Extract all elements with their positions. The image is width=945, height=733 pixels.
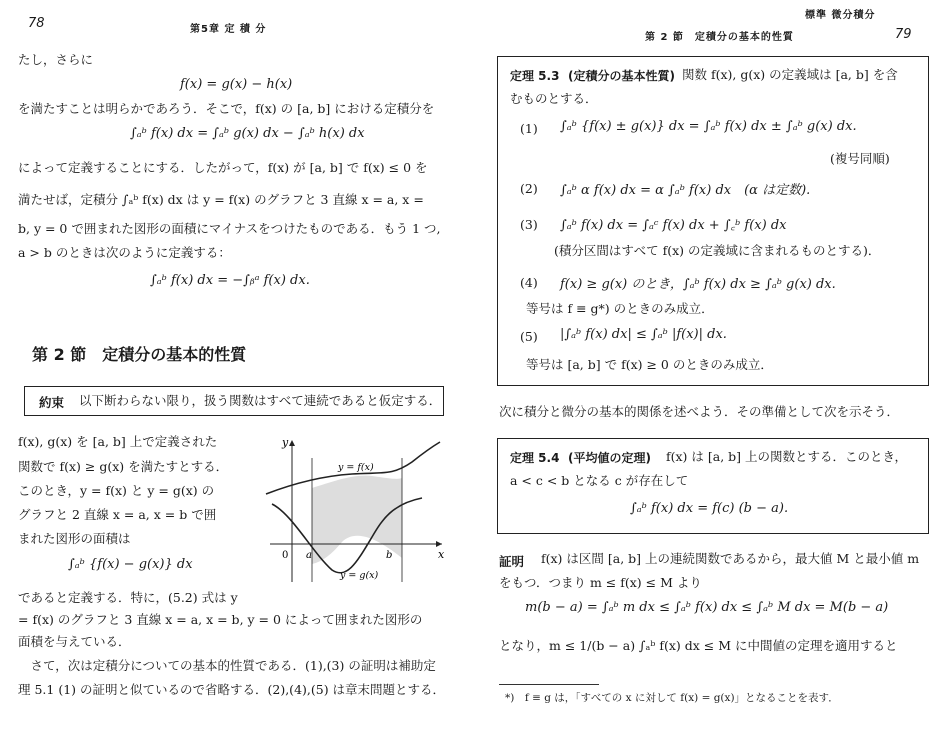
promise-label: 約束: [39, 395, 65, 410]
b-label: b: [386, 550, 393, 561]
text-line: 次に積分と微分の基本的関係を述べよう．その準備として次を示そう．: [499, 404, 900, 419]
proof-text: となり，m ≤ 1/(b − a) ∫ₐᵇ f(x) dx ≤ M に中間値の定理を適用すると: [499, 638, 898, 653]
text-line: を満たすことは明らかであろう．そこで，f(x) の [a, b] における定積分を: [18, 101, 435, 116]
text-line: たし，さらに: [18, 52, 94, 67]
item-number: (3): [520, 217, 538, 232]
text-line: さて，次は定積分についての基本的性質である．(1),(3) の証明は補助定: [18, 658, 436, 673]
item-number: (1): [520, 121, 538, 136]
text-line: このとき，y = f(x) と y = g(x) の: [18, 483, 215, 498]
item-equation: |∫ₐᵇ f(x) dx| ≤ ∫ₐᵇ |f(x)| dx.: [560, 327, 727, 342]
item-number: (2): [520, 181, 538, 196]
f-curve-label: y = f(x): [338, 462, 374, 473]
promise-text: 以下断わらない限り，扱う関数はすべて連続であると仮定する．: [79, 393, 442, 408]
theorem-text: a < c < b となる c が存在して: [510, 473, 689, 488]
item-note: (積分区間はすべて f(x) の定義域に含まれるものとする)．: [554, 243, 881, 258]
area-figure: [262, 432, 452, 587]
proof-text: f(x) は区間 [a, b] 上の連続関数であるから，最大値 M と最小値 m: [541, 551, 920, 566]
proof-label: 証明: [499, 554, 525, 569]
text-line: によって定義することにする．したがって，f(x) が [a, b] で f(x) ≤ 0 を: [18, 160, 428, 175]
text-line: 満たせば，定積分 ∫ₐᵇ f(x) dx は y = f(x) のグラフと 3 直線 x = a, x =: [18, 192, 424, 207]
text-line: グラフと 2 直線 x = a, x = b で囲: [18, 507, 217, 522]
item-number: (4): [520, 275, 538, 290]
section-header: 第 2 節 定積分の基本的性質: [645, 32, 794, 43]
x-arrow: [436, 541, 442, 547]
section-title: 第 2 節 定積分の基本的性質: [32, 345, 247, 364]
theorem-5-3-box: [497, 56, 929, 386]
text-line: b, y = 0 で囲まれた図形の面積にマイナスをつけたものである．もう 1 つ,: [18, 221, 441, 236]
item-note: (複号同順): [830, 151, 890, 166]
item-equation: f(x) ≥ g(x) のとき，∫ₐᵇ f(x) dx ≥ ∫ₐᵇ g(x) dx.: [560, 277, 836, 292]
theorem-name: (定積分の基本性質): [568, 69, 675, 83]
text-line: 面積を与えている．: [18, 634, 131, 649]
equation: f(x) = g(x) − h(x): [180, 77, 293, 92]
item-equation: ∫ₐᵇ α f(x) dx = α ∫ₐᵇ f(x) dx (α は定数).: [560, 183, 811, 198]
item-note: 等号は f ≡ g*) のときのみ成立．: [526, 301, 714, 316]
text-line: a > b のときは次のように定義する：: [18, 245, 231, 260]
footnote: *) f ≡ g は，「すべての x に対して f(x) = g(x)」となることを表す．: [505, 692, 839, 704]
theorem-equation: ∫ₐᵇ f(x) dx = f(c) (b − a).: [630, 501, 789, 516]
text-line: f(x), g(x) を [a, b] 上で定義された: [18, 434, 218, 449]
equation: ∫ₐᵇ {f(x) − g(x)} dx: [68, 557, 193, 572]
y-arrow: [289, 440, 295, 446]
footnote-rule: [499, 684, 599, 685]
item-equation: ∫ₐᵇ f(x) dx = ∫ₐᶜ f(x) dx + ∫꜀ᵇ f(x) dx: [560, 218, 787, 233]
promise-box: [24, 386, 444, 416]
text-line: であると定義する．特に，(5.2) 式は y: [18, 590, 238, 605]
item-number: (5): [520, 329, 538, 344]
book-title-corner: 標準 微分積分: [805, 10, 876, 21]
x-axis-label: x: [438, 548, 445, 561]
text-line: 理 5.1 (1) の証明と似ているので省略する．(2),(4),(5) は章末問題とする．: [18, 682, 446, 697]
page-number: 78: [28, 16, 45, 31]
theorem-title: 定理 5.4: [510, 451, 560, 465]
chapter-header: 第5章 定 積 分: [190, 24, 267, 35]
page-number: 79: [895, 27, 912, 42]
equation: ∫ₐᵇ f(x) dx = −∫ᵦᵃ f(x) dx.: [150, 273, 310, 288]
theorem-intro: 関数 f(x), g(x) の定義域は [a, b] を含: [682, 67, 898, 82]
right-page: [475, 0, 945, 733]
item-note: 等号は [a, b] で f(x) ≥ 0 のときのみ成立．: [526, 357, 773, 372]
theorem-5-4-box: [497, 438, 929, 534]
item-equation: ∫ₐᵇ {f(x) ± g(x)} dx = ∫ₐᵇ f(x) dx ± ∫ₐᵇ g(x) dx.: [560, 119, 857, 134]
text-line: = f(x) のグラフと 3 直線 x = a, x = b, y = 0 によって囲まれた図形の: [18, 612, 423, 627]
theorem-intro: むものとする．: [510, 91, 598, 106]
left-page: [0, 0, 470, 733]
theorem-name: (平均値の定理): [568, 451, 651, 465]
proof-equation: m(b − a) = ∫ₐᵇ m dx ≤ ∫ₐᵇ f(x) dx ≤ ∫ₐᵇ M dx = M(b − a): [525, 600, 889, 615]
origin-label: 0: [282, 550, 289, 561]
y-axis-label: y: [282, 436, 289, 449]
theorem-text: f(x) は [a, b] 上の関数とする．このとき，: [666, 449, 908, 464]
proof-text: をもつ．つまり m ≤ f(x) ≤ M より: [499, 575, 702, 590]
text-line: まれた図形の面積は: [18, 531, 131, 546]
g-curve-label: y = g(x): [340, 570, 379, 581]
text-line: 関数で f(x) ≥ g(x) を満たすとする．: [18, 459, 229, 474]
a-label: a: [306, 550, 312, 561]
theorem-title: 定理 5.3: [510, 69, 560, 83]
equation: ∫ₐᵇ f(x) dx = ∫ₐᵇ g(x) dx − ∫ₐᵇ h(x) dx: [130, 126, 365, 141]
